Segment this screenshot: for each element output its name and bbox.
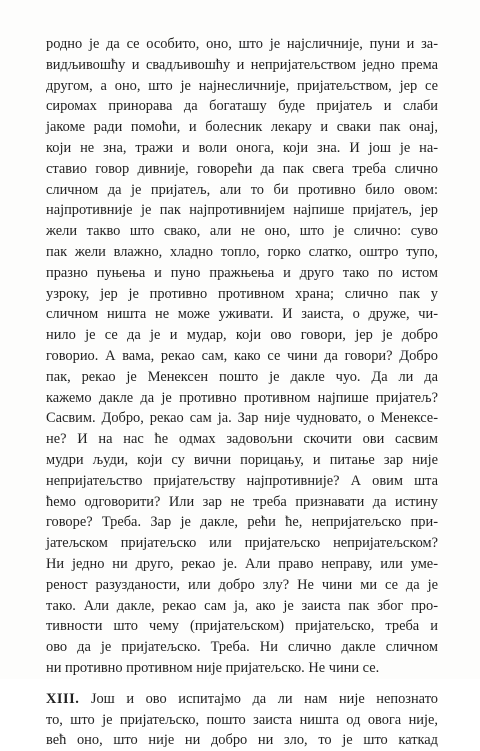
text-line: Сасвим. Добро, рекао сам ја. Зар није чудновато, о Менексе- (46, 410, 438, 427)
text-line: сличном да је пријатељ, али то би противно било овом: (46, 181, 438, 198)
text-line: ставио говор дивније, говорећи да пак свега треба слично (46, 160, 438, 177)
text-line: родно је да се особито, оно, што је најсличније, пуни и за- (46, 36, 438, 52)
text-line: то, што је пријатељско, пошто заиста ништа од овога није, (46, 711, 438, 728)
text-line: непријатељство пријатељству најпротивније? А овим шта (46, 472, 438, 489)
paragraph-section-xiii (46, 689, 438, 751)
text-line: сиромах принорава да богаташу буде пријатељ и слаби (46, 98, 438, 115)
text-line: реност разузданости, или добро злу? Не чини ми се да је (46, 576, 438, 593)
text-line: говоре? Треба. Зар је дакле, рећи ће, непријатељско при- (46, 514, 438, 531)
text-line: пак, рекао је Менексен пошто је дакле чуо. Да ли да (46, 368, 438, 385)
text-line: жели такво што свако, али не оно, што је слично: суво (46, 223, 438, 240)
text-line: празно пуњења и пуно пражњења и друго тако по истом (46, 264, 438, 281)
text-line: говорио. А вама, рекао сам, како се чини да говори? Добро (46, 347, 438, 364)
text-line: пак жели влажно, хладно топло, горко слатко, оштро тупо, (46, 243, 438, 260)
section-first-line-text: Још и ово испитајмо да ли нам није непознато (79, 690, 438, 707)
text-line: мудри људи, који су вични порицању, и питање зар није (46, 451, 438, 468)
page-text (46, 34, 438, 751)
section-number: XIII. (46, 690, 80, 707)
text-line: најпротивније је пак најпротивнијем најпише пријатељ, јер (46, 202, 438, 219)
text-line: ово да је пријатељско. Треба. Ни слично дакле сличном (46, 639, 438, 656)
text-line: кажемо дакле да је противно противном најпише пријатељ? (46, 389, 438, 406)
text-line (46, 689, 438, 710)
text-line: тивности што чему (пријатељском) пријатељско, треба и (46, 618, 438, 635)
text-line: ни противно противном није пријатељско. Не чини се. (46, 659, 380, 676)
text-line: јакоме ради помоћи, и болесник лекару и сваки пак онај, (46, 119, 438, 136)
paragraph (46, 34, 438, 679)
text-line: већ оно, што није ни добро ни зло, то је што каткад (46, 732, 438, 749)
text-line: узроку, јер је противно противном храна; слично пак у (46, 285, 438, 302)
text-line: који не зна, тражи и воли онога, који зна. И још је на- (46, 139, 438, 156)
text-line: не? И на нас ће одмах задовољни скочити ови сасвим (46, 431, 438, 448)
text-line: видљивошћу и свадљивошћу и непријатељством једно према (46, 56, 438, 73)
text-line: сличном ништа не може уживати. И заиста, о друже, чи- (46, 306, 438, 323)
text-line: нило је се да је и мудар, који ово говори, јер је добро (46, 327, 438, 344)
text-line: ћемо одговорити? Или зар не треба признавати да истину (46, 493, 438, 510)
text-line: Ни једно ни друго, рекао је. Али право неправу, или уме- (46, 555, 438, 572)
text-line: другом, а оно, што је најнесличније, пријатељством, јер се (46, 77, 438, 94)
text-line: тако. Али дакле, рекао сам ја, ако је заиста пак због про- (46, 597, 438, 614)
text-line: јатељском пријатељско или пријатељско непријатељском? (46, 535, 438, 552)
